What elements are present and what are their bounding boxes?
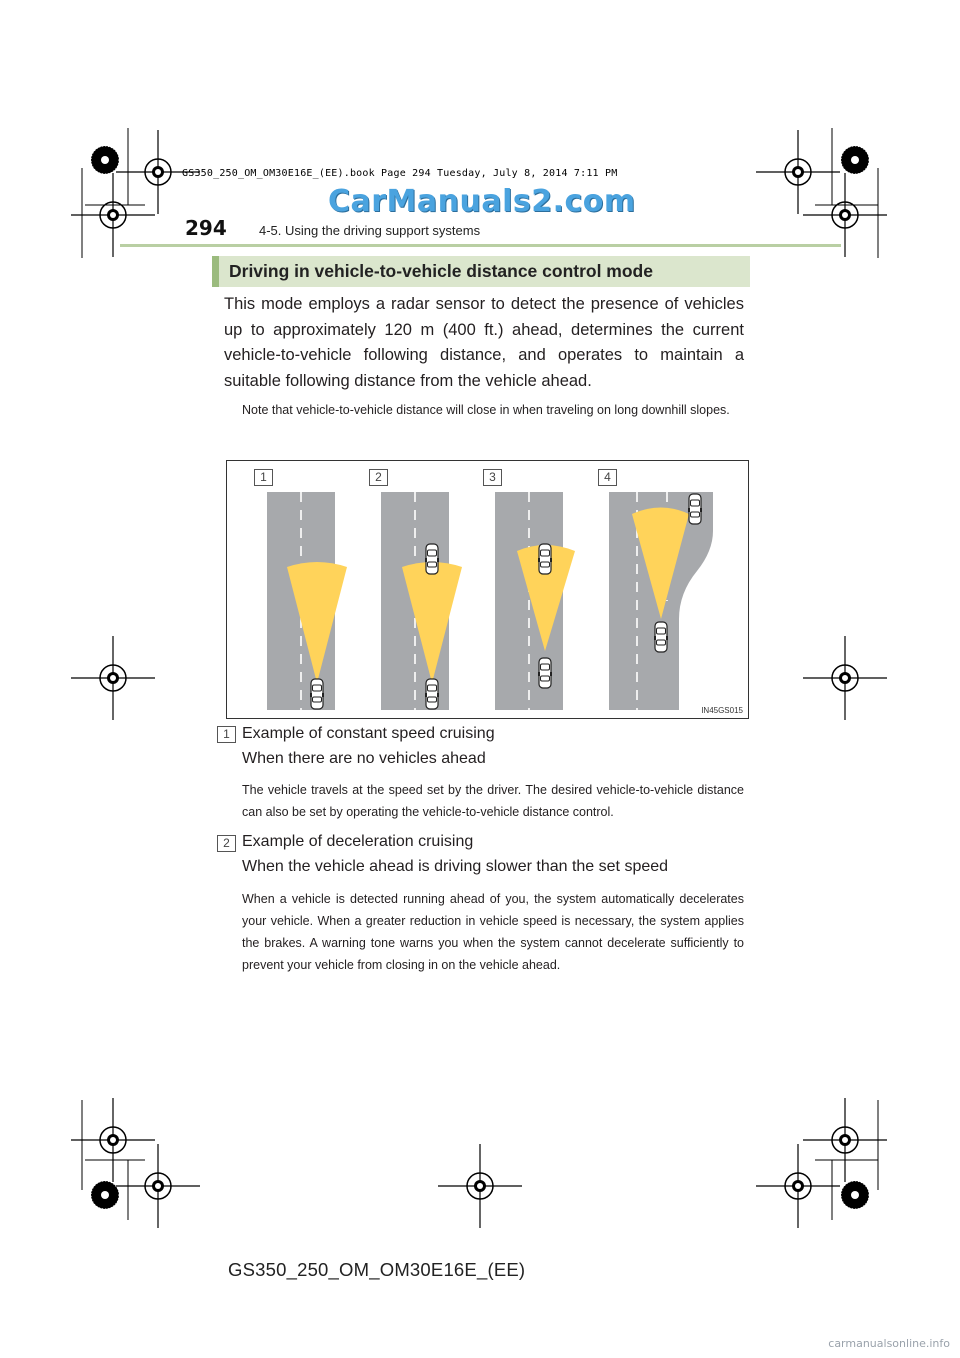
footer-watermark: carmanualsonline.info bbox=[828, 1337, 950, 1350]
figure-label-1: 1 bbox=[254, 469, 273, 486]
figure-label-4: 4 bbox=[598, 469, 617, 486]
section-heading bbox=[212, 256, 750, 287]
item-2-title: Example of deceleration cruising bbox=[242, 833, 474, 850]
intro-paragraph: This mode employs a radar sensor to detect the presence of vehicles up to approximately 120 m (400 ft.) ahead, determines the current vehicle-to-vehicle following distance, and operates to maintain a suitable following distance from the vehicle ahead. bbox=[224, 295, 744, 390]
page-number: 294 bbox=[185, 216, 227, 240]
manual-model-code: GS350_250_OM_OM30E16E_(EE) bbox=[228, 1259, 526, 1280]
item-2-subtitle: When the vehicle ahead is driving slower than the set speed bbox=[242, 858, 669, 875]
item-badge-1: 1 bbox=[217, 726, 236, 743]
figure-label-2: 2 bbox=[369, 469, 388, 486]
section-title: 4-5. Using the driving support systems bbox=[259, 223, 481, 238]
header-divider bbox=[120, 244, 841, 247]
print-file-info: GS350_250_OM_OM30E16E_(EE).book Page 294 Tuesday, July 8, 2014 7:11 PM bbox=[182, 168, 618, 179]
item-1-title: Example of constant speed cruising bbox=[242, 725, 495, 742]
note-text: Note that vehicle-to-vehicle distance will close in when traveling on long downhill slopes. bbox=[242, 403, 730, 417]
illustration-graphic bbox=[227, 461, 748, 718]
item-2-description: When a vehicle is detected running ahead of you, the system automatically decelerates your vehicle. When a greater reduction in vehicle speed is necessary, the system applies the brakes. A warning tone warns you when the system cannot decelerate sufficiently to prevent your vehicle from closing in on the vehicle ahead. bbox=[242, 892, 744, 972]
item-1-description: The vehicle travels at the speed set by the driver. The desired vehicle-to-vehicle distance can also be set by operating the vehicle-to-vehicle distance control. bbox=[242, 783, 744, 819]
figure-id: IN45GS015 bbox=[701, 706, 743, 715]
figure-label-3: 3 bbox=[483, 469, 502, 486]
watermark-logo: CarManuals2.com bbox=[328, 184, 636, 219]
item-badge-2: 2 bbox=[217, 835, 236, 852]
radar-illustration bbox=[226, 460, 749, 719]
item-1-subtitle: When there are no vehicles ahead bbox=[242, 750, 486, 767]
section-heading-text: Driving in vehicle-to-vehicle distance control mode bbox=[229, 261, 653, 281]
